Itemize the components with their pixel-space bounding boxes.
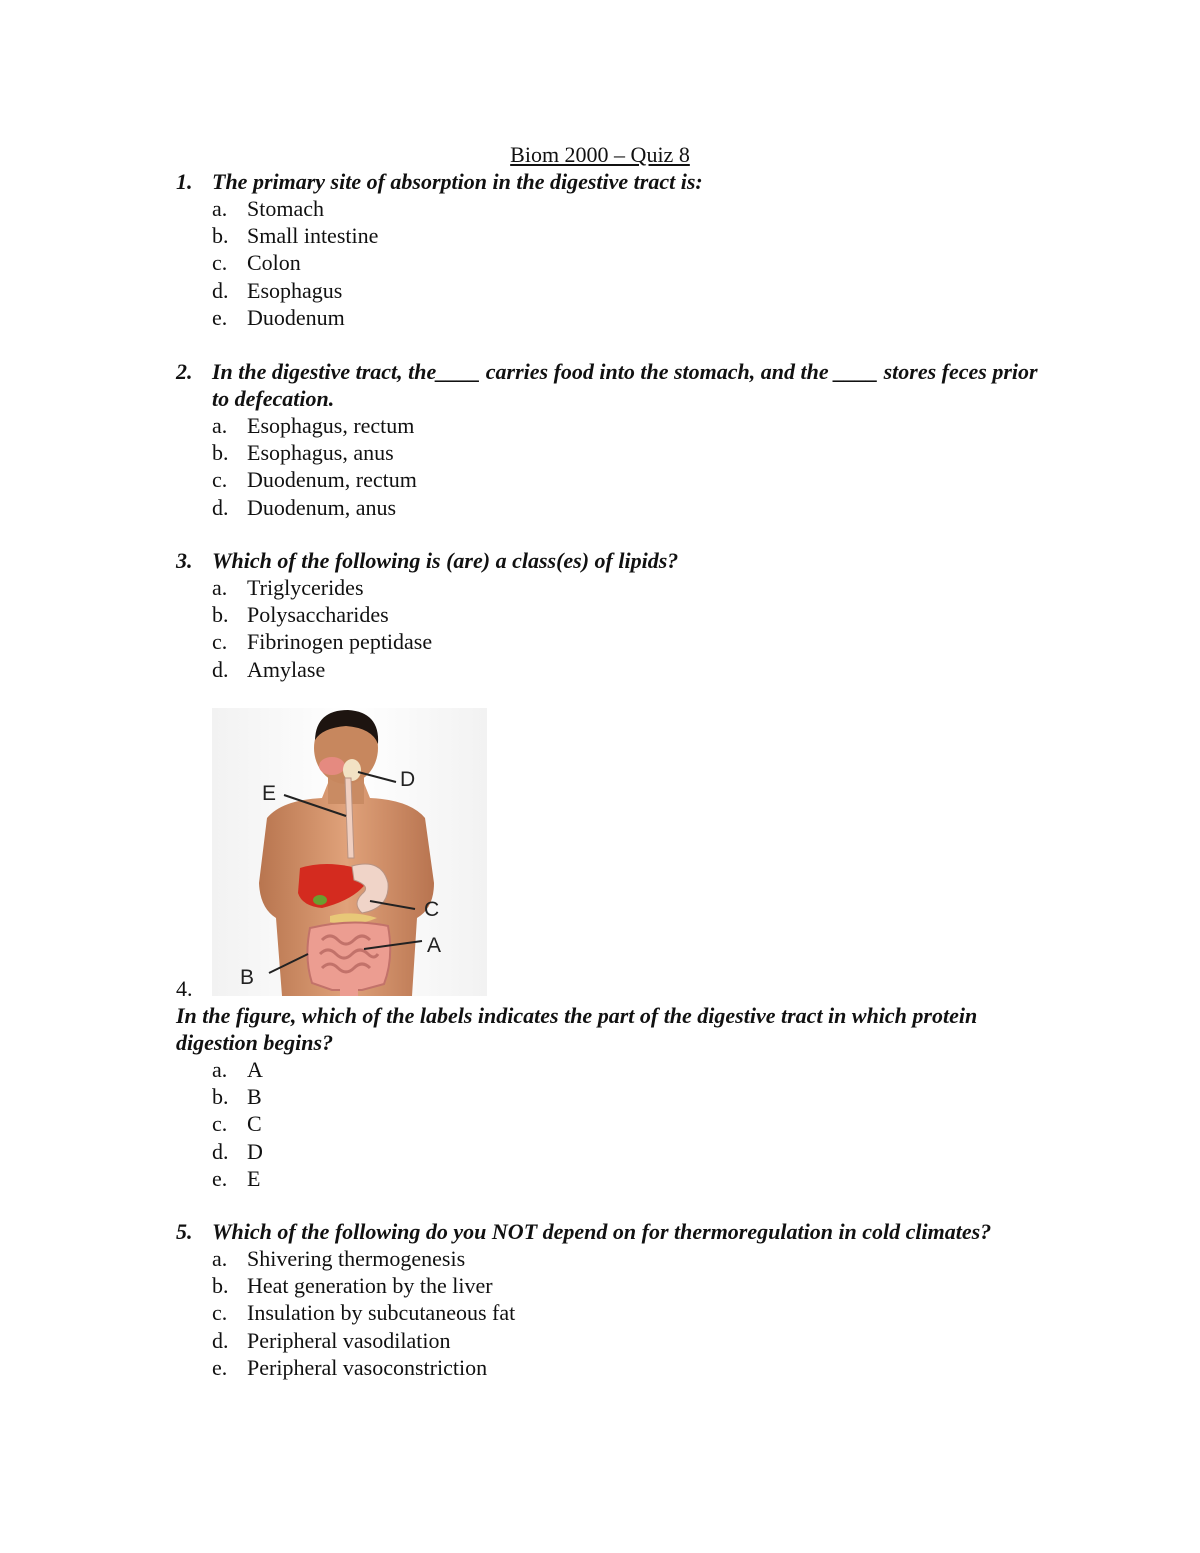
question-text: Which of the following is (are) a class(es) of lipids? — [212, 548, 679, 573]
option-letter: c. — [212, 1300, 228, 1326]
option-item — [212, 277, 1056, 304]
option-letter: d. — [212, 1327, 229, 1353]
option-item — [212, 249, 1056, 276]
option-text: Esophagus — [247, 277, 343, 303]
question-number: 2. — [176, 359, 193, 384]
option-letter: b. — [212, 223, 229, 249]
question-number: 3. — [176, 548, 193, 573]
option-letter: c. — [212, 629, 228, 655]
figure-label-b: B — [240, 966, 255, 989]
option-letter: b. — [212, 602, 229, 628]
option-letter: a. — [212, 575, 228, 600]
option-letter: c. — [212, 250, 228, 276]
question-text: In the figure, which of the labels indicates the part of the digestive tract in which protein digestion begins? — [176, 1003, 978, 1055]
option-letter: d. — [212, 494, 229, 520]
option-text: Shivering thermogenesis — [247, 1246, 466, 1271]
option-text: Peripheral vasodilation — [247, 1327, 451, 1353]
option-text: A — [247, 1057, 263, 1082]
option-text: Stomach — [247, 196, 324, 221]
option-text: B — [247, 1084, 262, 1110]
option-letter: d. — [212, 277, 229, 303]
option-item — [212, 195, 1056, 222]
option-item — [212, 412, 1056, 439]
option-text: Duodenum, rectum — [247, 467, 417, 493]
question-text: The primary site of absorption in the digestive tract is: — [212, 169, 703, 194]
question-4 — [176, 975, 1056, 1192]
option-item — [212, 466, 1056, 493]
option-letter: b. — [212, 1084, 229, 1110]
option-item — [212, 1056, 1056, 1083]
option-item — [212, 1083, 1056, 1110]
option-item — [212, 574, 1056, 601]
option-letter: a. — [212, 196, 228, 221]
option-item — [212, 628, 1056, 655]
option-text: Polysaccharides — [247, 602, 389, 628]
figure-label-e: E — [262, 782, 277, 805]
option-letter: a. — [212, 1246, 228, 1271]
option-item — [212, 1110, 1056, 1137]
option-list — [176, 195, 1056, 331]
option-text: C — [247, 1111, 262, 1137]
figure-label-d: D — [400, 768, 416, 791]
page-title: Biom 2000 – Quiz 8 — [510, 142, 690, 167]
option-item — [212, 601, 1056, 628]
option-item — [212, 222, 1056, 249]
option-text: D — [247, 1138, 263, 1164]
option-item — [212, 1354, 1056, 1381]
question-header — [176, 168, 1056, 195]
question-header — [176, 1218, 1056, 1245]
digestive-system-figure — [212, 708, 487, 996]
option-item — [212, 1138, 1056, 1165]
option-letter: b. — [212, 440, 229, 466]
option-item — [212, 1327, 1056, 1354]
option-text: Peripheral vasoconstriction — [247, 1354, 488, 1380]
option-letter: d. — [212, 1138, 229, 1164]
option-letter: a. — [212, 413, 228, 438]
question-header — [176, 358, 1056, 412]
option-text: Small intestine — [247, 223, 379, 249]
figure-label-a: A — [427, 934, 442, 957]
figure-label-c: C — [424, 898, 440, 921]
mouth-shape — [319, 757, 345, 775]
question-2 — [176, 358, 1056, 521]
option-letter: e. — [212, 1165, 228, 1191]
option-text: Fibrinogen peptidase — [247, 629, 433, 655]
option-text: Duodenum — [247, 304, 345, 330]
option-text: Duodenum, anus — [247, 494, 397, 520]
gallbladder-shape — [313, 895, 327, 905]
question-1 — [176, 168, 1056, 331]
option-text: Heat generation by the liver — [247, 1273, 493, 1299]
option-item — [212, 656, 1056, 683]
option-letter: a. — [212, 1057, 228, 1082]
option-text: Amylase — [247, 656, 326, 682]
option-item — [212, 494, 1056, 521]
question-3 — [176, 547, 1056, 683]
option-item — [212, 304, 1056, 331]
option-item — [212, 439, 1056, 466]
option-letter: e. — [212, 1354, 228, 1380]
question-number: 1. — [176, 169, 193, 194]
question-5 — [176, 1218, 1056, 1381]
option-list — [176, 1245, 1056, 1381]
option-text: Insulation by subcutaneous fat — [247, 1300, 516, 1326]
question-text: In the digestive tract, the____ carries food into the stomach, and the ____ stores feces prior to defecation. — [212, 359, 1038, 411]
option-text: Esophagus, rectum — [247, 413, 415, 438]
option-letter: c. — [212, 1111, 228, 1137]
question-header — [176, 547, 1056, 574]
option-item — [212, 1299, 1056, 1326]
option-text: Esophagus, anus — [247, 440, 394, 466]
option-letter: e. — [212, 304, 228, 330]
question-number: 4. — [176, 976, 193, 1001]
option-letter: b. — [212, 1273, 229, 1299]
option-item — [212, 1245, 1056, 1272]
option-item — [212, 1272, 1056, 1299]
option-letter: d. — [212, 656, 229, 682]
option-list — [176, 574, 1056, 683]
option-text: Colon — [247, 250, 301, 276]
option-list — [176, 412, 1056, 521]
option-list — [176, 1056, 1056, 1192]
question-text: Which of the following do you NOT depend on for thermoregulation in cold climates? — [212, 1219, 992, 1244]
option-letter: c. — [212, 467, 228, 493]
option-item — [212, 1165, 1056, 1192]
option-text: Triglycerides — [247, 575, 364, 600]
question-number: 5. — [176, 1219, 193, 1244]
option-text: E — [247, 1165, 261, 1191]
